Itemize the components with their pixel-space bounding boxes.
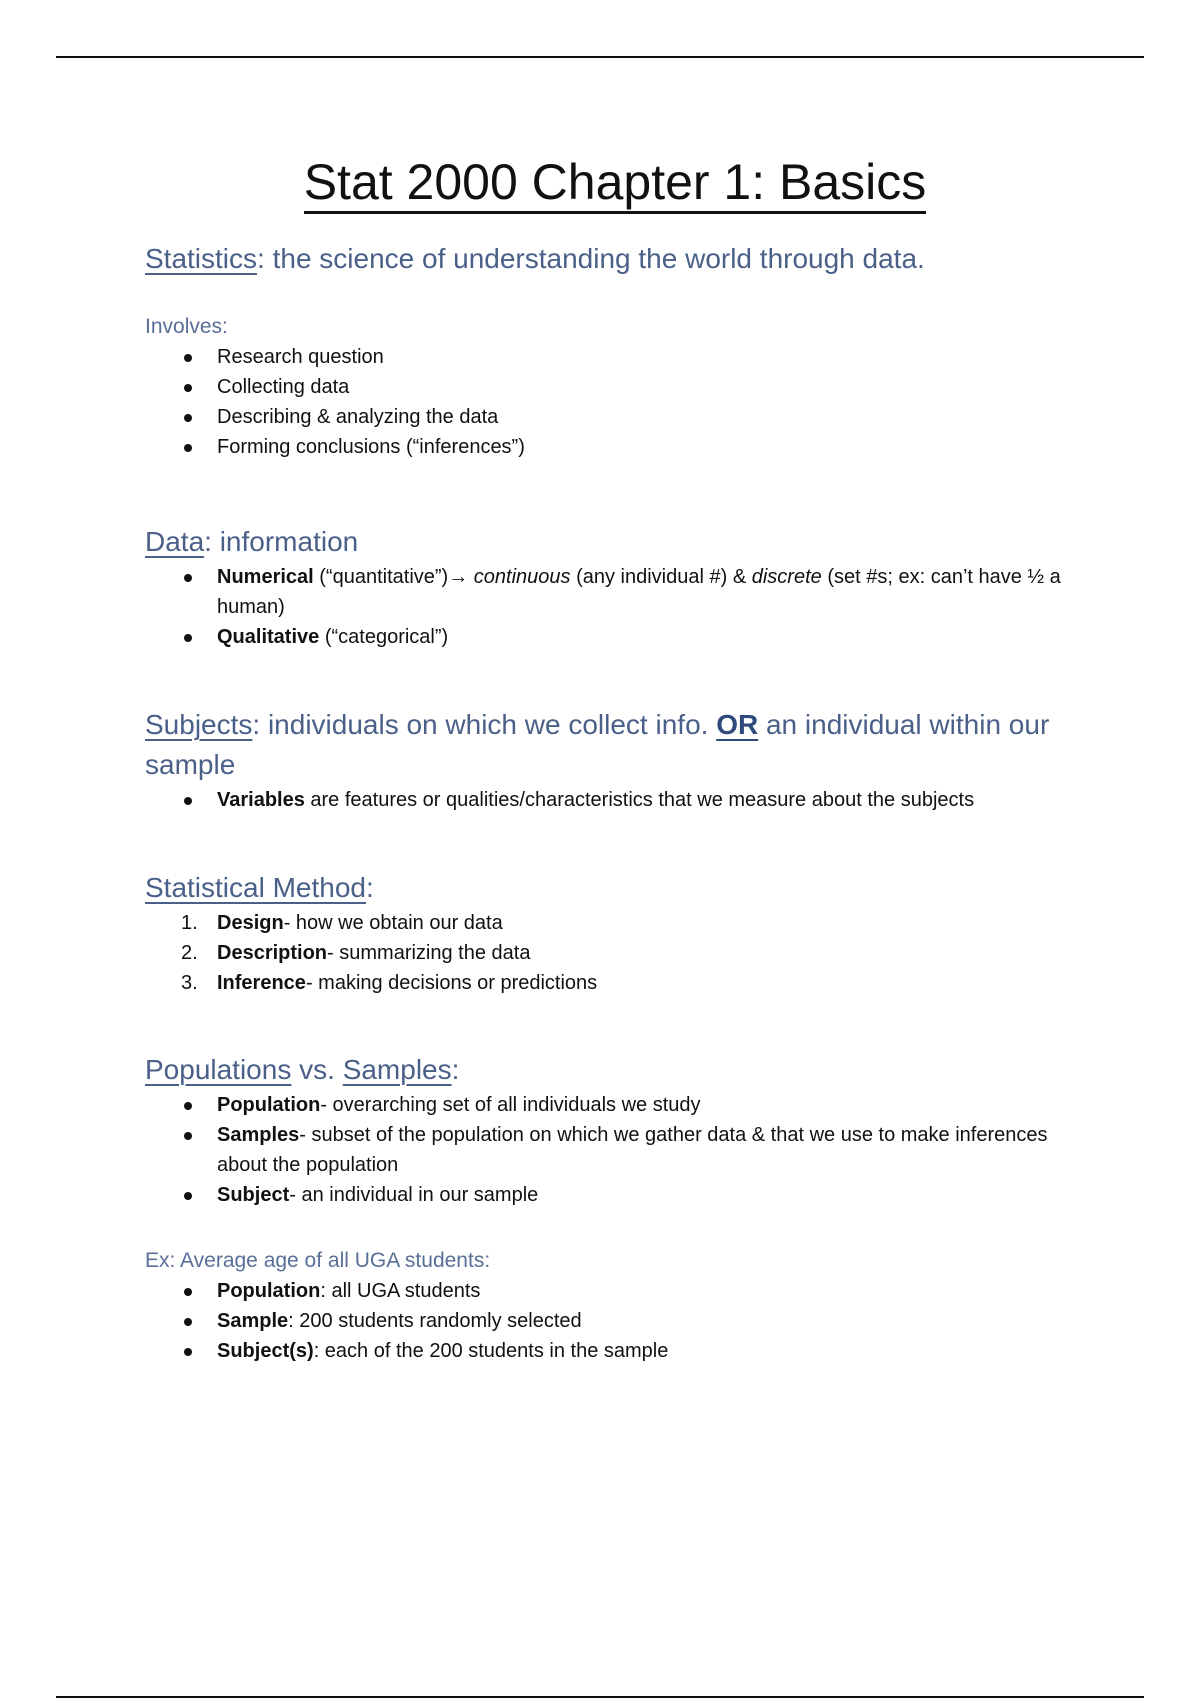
list-item xyxy=(145,1336,1095,1366)
subjects-heading xyxy=(145,705,1095,785)
numerical-text: (“quantitative”)→ xyxy=(313,566,474,588)
statistics-heading xyxy=(145,239,1095,279)
numerical-text: (set #s; ex: can’t have ½ a human) xyxy=(217,566,1061,618)
populations-middle: vs. xyxy=(291,1054,343,1085)
list-item xyxy=(145,1276,1095,1306)
example-section xyxy=(145,1246,1095,1366)
list-item: Collecting data xyxy=(145,372,1095,402)
list-number: 1. xyxy=(181,912,198,934)
list-item xyxy=(145,938,1095,968)
item-bold: Inference xyxy=(217,972,306,994)
list-item xyxy=(145,1180,1095,1210)
list-item xyxy=(145,1306,1095,1336)
numerical-bold: Numerical xyxy=(217,566,314,588)
example-label: Ex: Average age of all UGA students: xyxy=(145,1249,491,1272)
list-item xyxy=(145,1090,1095,1120)
variables-text: are features or qualities/characteristics that we measure about the subjects xyxy=(304,789,975,811)
method-heading xyxy=(145,868,1095,908)
data-list xyxy=(145,562,1095,652)
populations-term: Populations xyxy=(145,1054,292,1085)
item-text: : each of the 200 students in the sample xyxy=(313,1340,669,1362)
item-bold: Population xyxy=(217,1280,321,1302)
list-item xyxy=(145,908,1095,938)
list-item: Describing & analyzing the data xyxy=(145,402,1095,432)
subjects-definition: : individuals on which we collect info. xyxy=(252,709,717,740)
qualitative-item xyxy=(145,622,1095,652)
data-section xyxy=(145,522,1095,652)
item-text: : all UGA students xyxy=(320,1280,481,1302)
list-item xyxy=(145,1120,1095,1180)
subjects-list xyxy=(145,785,1095,815)
or-word: OR xyxy=(716,709,759,740)
qualitative-bold: Qualitative xyxy=(217,626,320,648)
involves-section xyxy=(145,312,1095,462)
populations-section xyxy=(145,1050,1095,1210)
top-rule xyxy=(56,56,1144,58)
numerical-item xyxy=(145,562,1095,622)
statistics-section xyxy=(145,239,1095,279)
data-heading xyxy=(145,522,1095,562)
continuous-italic: continuous xyxy=(473,566,571,588)
method-list xyxy=(145,908,1095,998)
variables-item xyxy=(145,785,1095,815)
method-term: Statistical Method xyxy=(145,872,366,903)
item-text: : 200 students randomly selected xyxy=(288,1310,582,1332)
item-text: - summarizing the data xyxy=(327,942,531,964)
list-number: 3. xyxy=(181,972,198,994)
list-item: Research question xyxy=(145,342,1095,372)
item-text: - how we obtain our data xyxy=(283,912,503,934)
samples-term: Samples xyxy=(342,1054,452,1085)
qualitative-text: (“categorical”) xyxy=(319,626,449,648)
populations-suffix: : xyxy=(451,1054,460,1085)
list-item xyxy=(145,968,1095,998)
statistics-definition: : the science of understanding the world through data. xyxy=(257,243,925,274)
bottom-rule xyxy=(56,1696,1144,1698)
data-term: Data xyxy=(145,526,205,557)
item-text: - making decisions or predictions xyxy=(305,972,598,994)
item-bold: Design xyxy=(217,912,284,934)
method-suffix: : xyxy=(366,872,374,903)
variables-bold: Variables xyxy=(217,789,305,811)
subjects-term: Subjects xyxy=(145,709,253,740)
list-number: 2. xyxy=(181,942,198,964)
populations-list xyxy=(145,1090,1095,1210)
data-definition: : information xyxy=(204,526,359,557)
item-bold: Samples xyxy=(217,1124,300,1146)
numerical-text: (any individual #) & xyxy=(570,566,752,588)
page-title xyxy=(0,150,1200,214)
involves-label: Involves: xyxy=(145,315,228,338)
involves-list xyxy=(145,342,1095,462)
list-item: Forming conclusions (“inferences”) xyxy=(145,432,1095,462)
example-list xyxy=(145,1276,1095,1366)
item-text: - an individual in our sample xyxy=(289,1184,539,1206)
item-bold: Population xyxy=(217,1094,321,1116)
subjects-section xyxy=(145,705,1095,815)
method-section xyxy=(145,868,1095,998)
statistics-term: Statistics xyxy=(145,243,258,274)
item-bold: Sample xyxy=(217,1310,289,1332)
item-bold: Subject(s) xyxy=(217,1340,314,1362)
item-bold: Description xyxy=(217,942,328,964)
page-title-text: Stat 2000 Chapter 1: Basics xyxy=(304,154,927,214)
discrete-italic: discrete xyxy=(751,566,822,588)
item-bold: Subject xyxy=(217,1184,290,1206)
item-text: - overarching set of all individuals we study xyxy=(320,1094,701,1116)
subjects-definition-2: an individual within our sample xyxy=(145,709,1050,780)
populations-heading xyxy=(145,1050,1095,1090)
item-text: - subset of the population on which we gather data & that we use to make inferences about the population xyxy=(217,1124,1048,1176)
